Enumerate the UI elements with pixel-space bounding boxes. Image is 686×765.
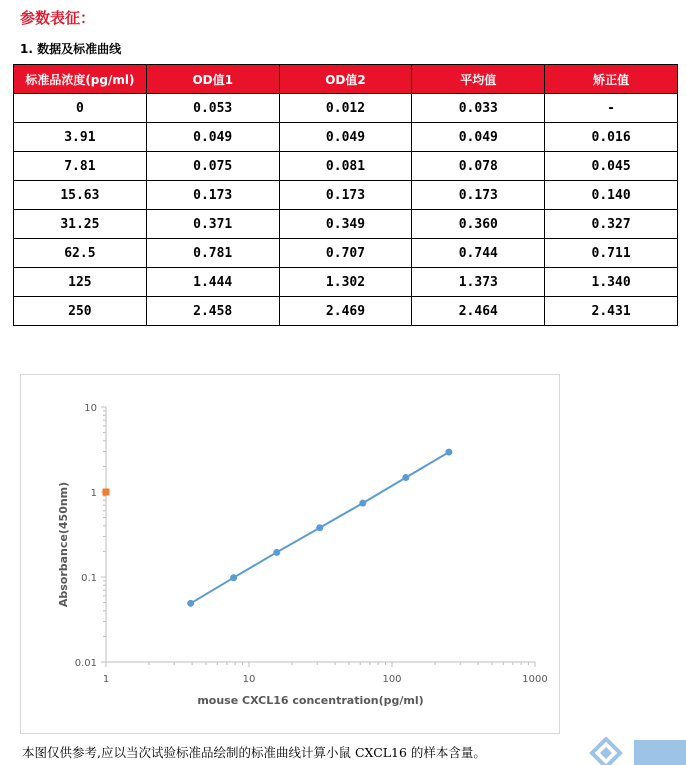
y-tick-label: 10 — [84, 403, 97, 414]
table-cell: 0.049 — [146, 123, 279, 152]
column-header: 矫正值 — [545, 65, 678, 94]
table-cell: 0.049 — [412, 123, 545, 152]
table-row — [14, 181, 678, 210]
table-cell: 0.016 — [545, 123, 678, 152]
table-cell: 0.371 — [146, 210, 279, 239]
column-header: OD值2 — [279, 65, 412, 94]
table-cell: 125 — [14, 268, 147, 297]
x-tick-label: 10 — [242, 674, 256, 685]
brand-logo-icon — [584, 737, 686, 765]
data-point — [445, 449, 452, 456]
table-cell: 0.327 — [545, 210, 678, 239]
x-tick-label: 1000 — [522, 674, 548, 685]
chart-plot — [21, 375, 559, 733]
table-cell: 0.049 — [279, 123, 412, 152]
footnote: 本图仅供参考,应以当次试验标准品绘制的标准曲线计算小鼠 CXCL16 的样本含量。 — [22, 745, 486, 760]
column-header: 平均值 — [412, 65, 545, 94]
table-cell: 0.173 — [146, 181, 279, 210]
data-point — [273, 549, 280, 556]
table-row — [14, 123, 678, 152]
x-tick-label: 1 — [102, 674, 110, 685]
y-tick-label: 0.1 — [81, 573, 97, 584]
subsection-title: 1. 数据及标准曲线 — [20, 42, 122, 56]
table-cell: 0.744 — [412, 239, 545, 268]
column-header: 标准品浓度(pg/ml) — [14, 65, 147, 94]
table-cell: 31.25 — [14, 210, 147, 239]
table-cell: 0.078 — [412, 152, 545, 181]
x-axis-title: mouse CXCL16 concentration(pg/ml) — [197, 694, 424, 707]
table-row — [14, 268, 678, 297]
x-tick-label: 100 — [382, 674, 402, 685]
table-row — [14, 297, 678, 326]
table-cell: - — [545, 94, 678, 123]
standard-curve-chart — [20, 374, 560, 734]
data-point — [359, 500, 366, 507]
table-cell: 1.373 — [412, 268, 545, 297]
table-row — [14, 210, 678, 239]
y-tick-label: 0.01 — [74, 658, 97, 669]
table-cell: 2.458 — [146, 297, 279, 326]
table-cell: 0.173 — [279, 181, 412, 210]
table-cell: 62.5 — [14, 239, 147, 268]
table-cell: 0.081 — [279, 152, 412, 181]
section-title: 参数表征： — [20, 9, 96, 27]
table-header-row — [14, 65, 678, 94]
table-cell: 3.91 — [14, 123, 147, 152]
table-cell: 0.053 — [146, 94, 279, 123]
table-cell: 0.707 — [279, 239, 412, 268]
table-cell: 2.469 — [279, 297, 412, 326]
table-cell: 0 — [14, 94, 147, 123]
y-axis-title: Absorbance(450nm) — [57, 481, 70, 608]
table-cell: 0.033 — [412, 94, 545, 123]
data-point — [316, 524, 323, 531]
table-cell: 0.711 — [545, 239, 678, 268]
table-cell: 0.360 — [412, 210, 545, 239]
table-row — [14, 94, 678, 123]
data-table — [13, 64, 678, 326]
y-tick-label: 1 — [90, 488, 97, 499]
table-cell: 7.81 — [14, 152, 147, 181]
table-cell: 0.012 — [279, 94, 412, 123]
table-cell: 0.173 — [412, 181, 545, 210]
table-row — [14, 239, 678, 268]
table-row — [14, 152, 678, 181]
data-point — [187, 600, 194, 607]
table-cell: 1.340 — [545, 268, 678, 297]
table-cell: 2.464 — [412, 297, 545, 326]
table-cell: 250 — [14, 297, 147, 326]
data-point — [402, 474, 409, 481]
data-point — [230, 574, 237, 581]
table-cell: 1.444 — [146, 268, 279, 297]
table-cell: 0.140 — [545, 181, 678, 210]
table-cell: 0.075 — [146, 152, 279, 181]
data-point — [103, 489, 110, 496]
table-cell: 0.349 — [279, 210, 412, 239]
table-cell: 15.63 — [14, 181, 147, 210]
table-cell: 0.045 — [545, 152, 678, 181]
table-cell: 2.431 — [545, 297, 678, 326]
table-cell: 1.302 — [279, 268, 412, 297]
table-cell: 0.781 — [146, 239, 279, 268]
column-header: OD值1 — [146, 65, 279, 94]
